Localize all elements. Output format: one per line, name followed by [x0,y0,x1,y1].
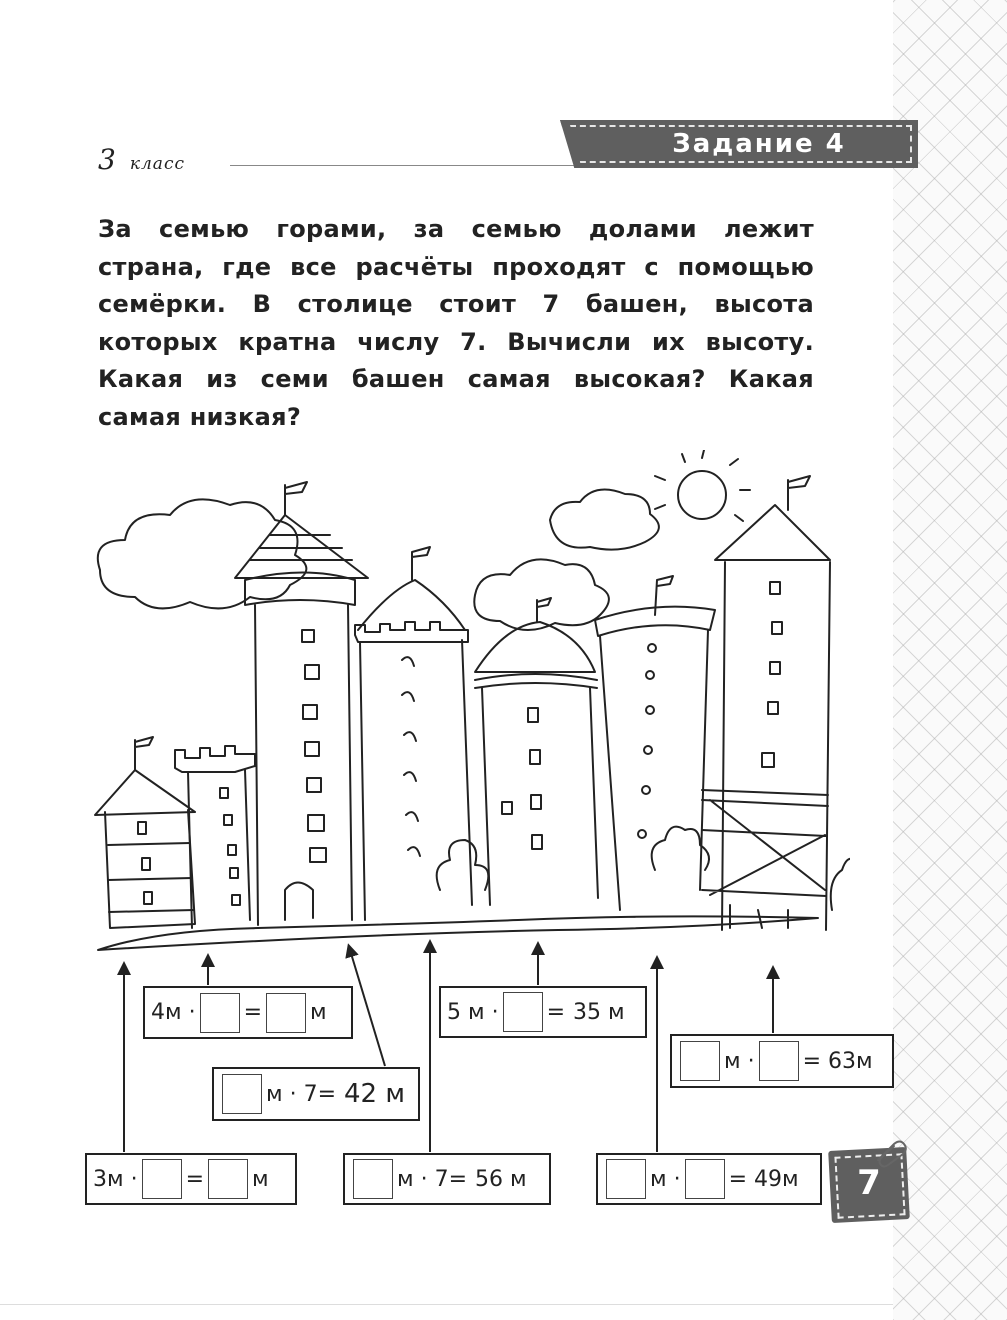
equation-box-3 [212,1067,420,1121]
equation-box-7 [670,1034,894,1088]
grade-number: 3 [98,143,116,176]
eq6-answer-blank-2[interactable] [685,1159,725,1199]
arrow-3 [350,950,385,1066]
task-text: За семью горами, за семью долами лежит страна, где все расчёты проходят с помощью семёрки. В столице стоит 7 башен, высота которых кратна числу 7. Вычисли их высоту. Какая из семи башен самая высокая? Какая самая низкая? [98,215,814,431]
page-number: 7 [857,1163,881,1203]
eq3-result: 42 м [344,1079,405,1109]
eq2-equals: = [243,1000,263,1025]
eq6-middle: м · [650,1166,681,1192]
eq6-result: = 49м [728,1166,799,1192]
eq2-prefix: 4м · [151,1000,196,1025]
equation-box-6 [596,1153,822,1205]
eq5-answer-blank-1[interactable] [503,992,543,1032]
equation-box-1 [85,1153,297,1205]
eq5-equals: = [546,999,566,1025]
eq3-answer-blank-1[interactable] [222,1074,262,1114]
eq7-answer-blank-2[interactable] [759,1041,799,1081]
paperclip-icon [872,1138,908,1168]
eq2-answer-blank-1[interactable] [200,993,240,1033]
eq5-result: 35 м [573,999,625,1025]
eq4-middle: м · 7= [397,1166,468,1192]
eq7-middle: м · [724,1048,755,1074]
grade-word: класс [129,154,185,174]
task-title: Задание 4 [672,129,846,159]
eq2-unit: м [310,1000,327,1025]
eq1-prefix: 3м · [93,1166,138,1192]
equation-box-5 [439,986,647,1038]
eq1-answer-blank-1[interactable] [142,1159,182,1199]
eq1-unit: м [252,1166,269,1192]
eq5-prefix: 5 м · [447,999,499,1025]
eq7-result: = 63м [802,1048,873,1074]
equation-box-4 [343,1153,551,1205]
eq7-answer-blank-1[interactable] [680,1041,720,1081]
eq4-answer-blank-1[interactable] [353,1159,393,1199]
eq1-answer-blank-2[interactable] [208,1159,248,1199]
eq3-middle: м · 7= [266,1081,337,1107]
eq6-answer-blank-1[interactable] [606,1159,646,1199]
eq1-equals: = [185,1166,205,1192]
eq4-result: 56 м [475,1166,527,1192]
eq2-answer-blank-2[interactable] [266,993,306,1033]
equation-box-2 [143,986,353,1039]
